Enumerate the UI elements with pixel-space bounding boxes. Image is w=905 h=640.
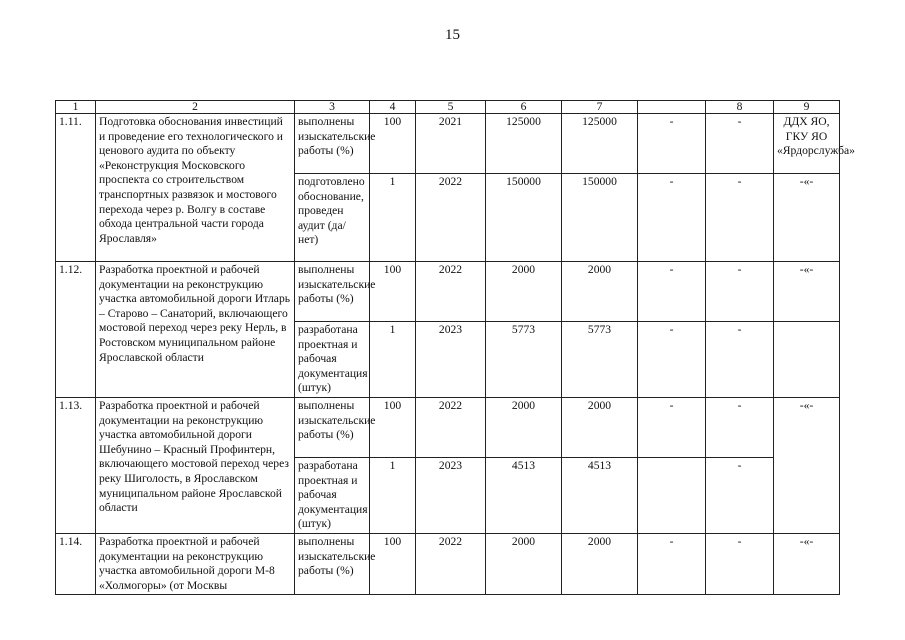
amount-cell: 5773 — [562, 322, 638, 398]
item-name: Разработка проектной и рабочей документации на реконструкцию участка автомобильной дороги М-8 «Холмогоры» (от Москвы — [96, 533, 295, 594]
year-cell: 2021 — [416, 114, 486, 174]
table-row — [56, 262, 840, 322]
dash-cell: - — [706, 457, 774, 533]
value-cell: 1 — [370, 457, 416, 533]
year-cell: 2022 — [416, 397, 486, 457]
item-name: Разработка проектной и рабочей документации на реконструкцию участка автомобильной дороги Итларь – Старово – Санаторий, включающего мостовой переход через реку Нерль, в Ростовском муниципальном районе Ярославской области — [96, 262, 295, 398]
indicator-cell: выполнены изыскательские работы (%) — [295, 262, 370, 322]
table-row — [56, 533, 840, 594]
value-cell: 1 — [370, 322, 416, 398]
indicator-cell: разработана проектная и рабочая документация (штук) — [295, 457, 370, 533]
amount-cell: 2000 — [486, 397, 562, 457]
dash-cell: - — [638, 397, 706, 457]
value-cell: 1 — [370, 174, 416, 262]
dash-cell — [638, 457, 706, 533]
dash-cell: - — [706, 533, 774, 594]
table-header-row — [56, 101, 840, 114]
header-cell: 7 — [562, 101, 638, 114]
item-number: 1.11. — [56, 114, 96, 262]
header-cell: 8 — [706, 101, 774, 114]
header-cell — [638, 101, 706, 114]
dash-cell: - — [638, 322, 706, 398]
dash-cell: - — [706, 322, 774, 398]
year-cell: 2022 — [416, 262, 486, 322]
table-row — [56, 397, 840, 457]
dash-cell: - — [638, 114, 706, 174]
executor-cell: -«- — [774, 533, 840, 594]
item-number: 1.14. — [56, 533, 96, 594]
dash-cell: - — [638, 262, 706, 322]
indicator-cell: выполнены изыскательские работы (%) — [295, 397, 370, 457]
amount-cell: 150000 — [562, 174, 638, 262]
header-cell: 9 — [774, 101, 840, 114]
dash-cell: - — [706, 174, 774, 262]
amount-cell: 5773 — [486, 322, 562, 398]
amount-cell: 150000 — [486, 174, 562, 262]
item-name: Разработка проектной и рабочей документации на реконструкцию участка автомобильной дороги Шебунино – Красный Профинтерн, включающего мостовой переход через реку Шиголость, в Ярославском муниципальном районе Ярославской области — [96, 397, 295, 533]
table-row — [56, 114, 840, 174]
dash-cell: - — [706, 262, 774, 322]
dash-cell: - — [706, 114, 774, 174]
program-table — [55, 100, 855, 595]
item-name: Подготовка обоснования инвестиций и проведение его технологического и ценового аудита по объекту «Реконструкция Московского проспекта со строительством транспортных развязок и мостового перехода через р. Волгу в составе обхода центральной части города Ярославля» — [96, 114, 295, 262]
amount-cell: 2000 — [486, 262, 562, 322]
amount-cell: 4513 — [562, 457, 638, 533]
page-number: 15 — [445, 27, 460, 43]
item-number: 1.13. — [56, 397, 96, 533]
value-cell: 100 — [370, 114, 416, 174]
amount-cell: 4513 — [486, 457, 562, 533]
dash-cell: - — [638, 533, 706, 594]
amount-cell: 125000 — [486, 114, 562, 174]
executor-cell: -«- — [774, 174, 840, 262]
amount-cell: 2000 — [486, 533, 562, 594]
dash-cell: - — [638, 174, 706, 262]
table-body — [56, 100, 855, 595]
header-cell: 3 — [295, 101, 370, 114]
executor-cell — [774, 322, 840, 398]
header-cell: 5 — [416, 101, 486, 114]
header-cell: 6 — [486, 101, 562, 114]
amount-cell: 2000 — [562, 533, 638, 594]
value-cell: 100 — [370, 533, 416, 594]
year-cell: 2022 — [416, 533, 486, 594]
header-cell: 4 — [370, 101, 416, 114]
amount-cell: 2000 — [562, 262, 638, 322]
year-cell: 2023 — [416, 457, 486, 533]
executor-cell: -«- — [774, 397, 840, 533]
indicator-cell: выполнены изыскательские работы (%) — [295, 114, 370, 174]
header-cell: 1 — [56, 101, 96, 114]
header-cell: 2 — [96, 101, 295, 114]
item-number: 1.12. — [56, 262, 96, 398]
amount-cell: 2000 — [562, 397, 638, 457]
value-cell: 100 — [370, 397, 416, 457]
indicator-cell: разработана проектная и рабочая документация (штук) — [295, 322, 370, 398]
dash-cell: - — [706, 397, 774, 457]
amount-cell: 125000 — [562, 114, 638, 174]
executor-cell: ДДХ ЯО, ГКУ ЯО «Ярдорслужба» — [774, 114, 840, 174]
year-cell: 2022 — [416, 174, 486, 262]
indicator-cell: подготовлено обоснование, проведен аудит (да/нет) — [295, 174, 370, 262]
executor-cell: -«- — [774, 262, 840, 322]
year-cell: 2023 — [416, 322, 486, 398]
value-cell: 100 — [370, 262, 416, 322]
indicator-cell: выполнены изыскательские работы (%) — [295, 533, 370, 594]
